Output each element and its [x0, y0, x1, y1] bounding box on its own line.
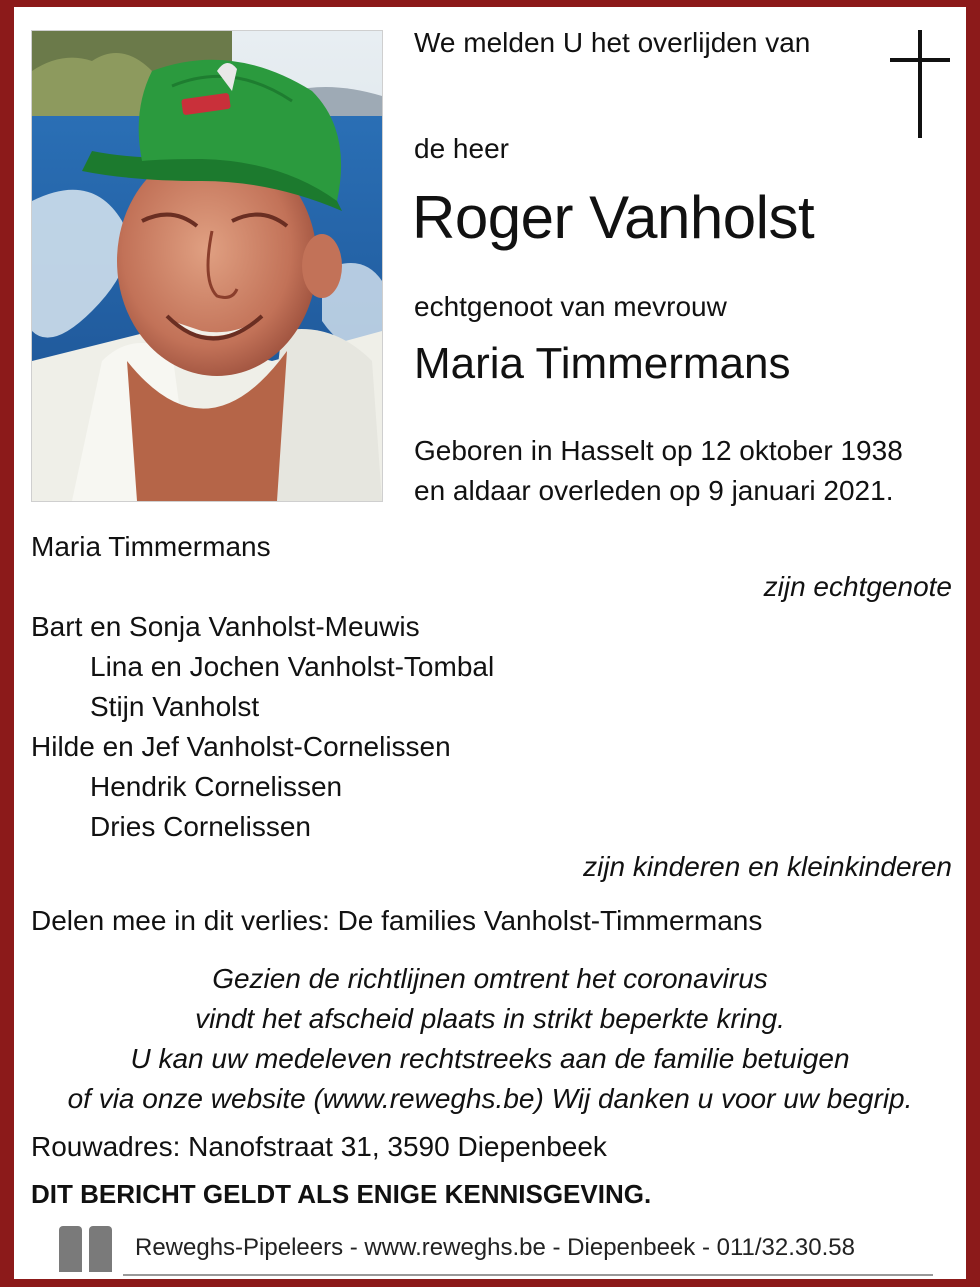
- announcement-text: We melden U het overlijden van: [414, 27, 811, 58]
- birth-line: Geboren in Hasselt op 12 oktober 1938: [414, 435, 903, 466]
- family-member: Hendrik Cornelissen: [90, 771, 343, 802]
- portrait-photo: [31, 30, 383, 502]
- funeral-home-logo-icon: [59, 1224, 115, 1276]
- footer: [59, 1224, 939, 1276]
- spouse-intro: echtgenoot van mevrouw: [414, 291, 727, 322]
- shared-by: Delen mee in dit verlies: De families Vanholst-Timmermans: [31, 905, 763, 936]
- mourning-address: Rouwadres: Nanofstraat 31, 3590 Diepenbeek: [31, 1131, 607, 1162]
- covid-notice: [28, 959, 952, 1119]
- footer-divider: [123, 1274, 933, 1276]
- footer-contact: Reweghs-Pipeleers - www.reweghs.be - Diepenbeek - 011/32.30.58: [135, 1234, 855, 1261]
- portrait-image: [32, 31, 382, 501]
- deceased-name: Roger Vanholst: [412, 184, 815, 251]
- notice-line: U kan uw medeleven rechtstreeks aan de familie betuigen: [130, 1043, 850, 1074]
- family-spouse: Maria Timmermans: [31, 531, 271, 562]
- family-member: Hilde en Jef Vanholst-Cornelissen: [31, 731, 451, 762]
- notice-line: vindt het afscheid plaats in strikt beperkte kring.: [195, 1003, 785, 1034]
- family-member: Dries Cornelissen: [90, 811, 311, 842]
- family-member: Stijn Vanholst: [90, 691, 260, 722]
- honorific: de heer: [414, 133, 509, 164]
- notice-line: of via onze website (www.reweghs.be) Wij danken u voor uw begrip.: [67, 1083, 913, 1114]
- children-role: zijn kinderen en kleinkinderen: [583, 851, 952, 882]
- cross-icon: [890, 30, 950, 138]
- notice-line: Gezien de richtlijnen omtrent het coronavirus: [212, 963, 768, 994]
- spouse-name: Maria Timmermans: [414, 339, 791, 388]
- family-member: Bart en Sonja Vanholst-Meuwis: [31, 611, 420, 642]
- spouse-role: zijn echtgenote: [763, 571, 952, 602]
- death-line: en aldaar overleden op 9 januari 2021.: [414, 475, 894, 506]
- final-notice: DIT BERICHT GELDT ALS ENIGE KENNISGEVING.: [31, 1179, 652, 1209]
- family-member: Lina en Jochen Vanholst-Tombal: [90, 651, 495, 682]
